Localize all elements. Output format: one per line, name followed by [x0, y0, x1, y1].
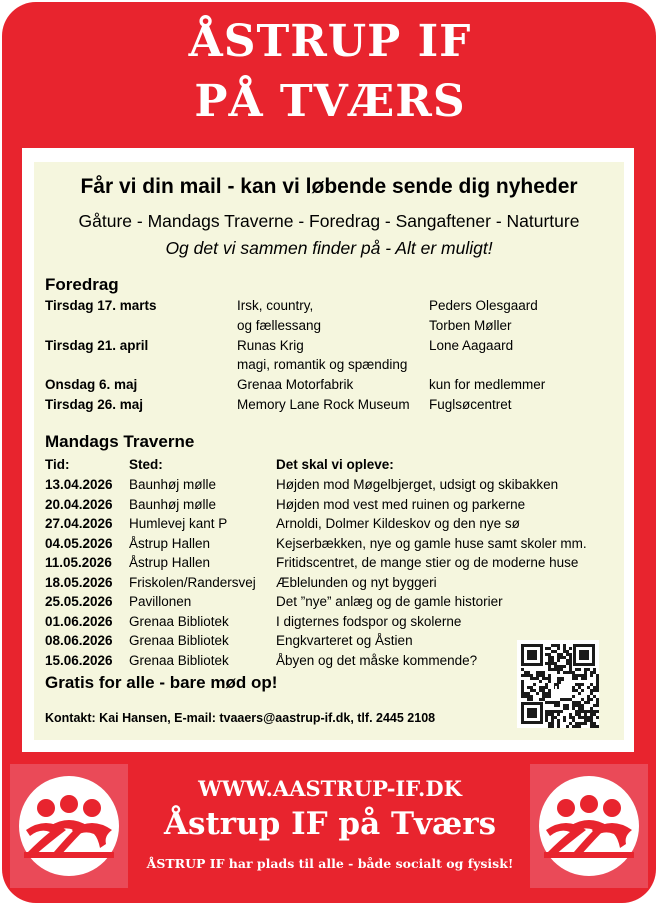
traverne-place: Humlevej kant P: [129, 516, 228, 531]
slogan: ÅSTRUP IF har plads til alle - både socialt og fysisk!: [146, 856, 514, 871]
foredrag-date: Tirsdag 21. april: [45, 338, 149, 353]
traverne-header-what: Det skal vi opleve:: [276, 457, 394, 472]
traverne-header-place: Sted:: [129, 457, 163, 472]
traverne-date: 01.06.2026: [45, 614, 113, 629]
foredrag-topic: magi, romantik og spænding: [237, 357, 408, 372]
traverne-date: 15.06.2026: [45, 653, 113, 668]
traverne-date: 04.05.2026: [45, 536, 113, 551]
traverne-what: I digternes fodspor og skolerne: [276, 614, 462, 629]
tagline: Og det vi sammen finder på - Alt er muligt!: [165, 238, 493, 258]
traverne-place: Åstrup Hallen: [129, 555, 211, 570]
dinosaur-icon: [552, 674, 568, 694]
activities-line: Gåture - Mandags Traverne - Foredrag - Sangaftener - Naturture: [78, 211, 580, 231]
foredrag-speaker: Torben Møller: [429, 318, 512, 333]
foredrag-speaker: Fuglsøcentret: [429, 397, 512, 412]
traverne-what: Det ”nye” anlæg og de gamle historier: [276, 594, 503, 609]
foredrag-topic: Memory Lane Rock Museum: [237, 397, 410, 412]
traverne-header-date: Tid:: [45, 457, 70, 472]
traverne-place: Åstrup Hallen: [129, 536, 211, 551]
foredrag-date: Tirsdag 17. marts: [45, 298, 157, 313]
traverne-what: Arnoldi, Dolmer Kildeskov og den nye sø: [276, 516, 520, 531]
traverne-what: Fritidscentret, de mange stier og de moderne huse: [276, 555, 579, 570]
contact-line: Kontakt: Kai Hansen, E-mail: tvaaers@aastrup-if.dk, tlf. 2445 2108: [45, 711, 436, 725]
traverne-date: 25.05.2026: [45, 594, 113, 609]
club-name: Åstrup IF på Tværs: [163, 806, 497, 842]
traverne-date: 27.04.2026: [45, 516, 113, 531]
traverne-place: Baunhøj mølle: [129, 477, 217, 492]
foredrag-topic: Irsk, country,: [237, 298, 314, 313]
foredrag-speaker: Peders Olesgaard: [429, 298, 538, 313]
traverne-date: 18.05.2026: [45, 575, 113, 590]
traverne-what: Engkvarteret og Åstien: [276, 633, 413, 648]
foredrag-heading: Foredrag: [45, 275, 119, 294]
free-notice: Gratis for alle - bare mød op!: [45, 673, 278, 692]
foredrag-topic: og fællessang: [237, 318, 322, 333]
traverne-place: Grenaa Bibliotek: [129, 614, 229, 629]
traverne-heading: Mandags Traverne: [45, 432, 195, 451]
traverne-what: Æblelunden og nyt byggeri: [276, 575, 437, 590]
traverne-date: 20.04.2026: [45, 497, 113, 512]
traverne-date: 08.06.2026: [45, 633, 113, 648]
website-link[interactable]: WWW.AASTRUP-IF.DK: [198, 776, 462, 801]
foredrag-speaker: kun for medlemmer: [429, 377, 546, 392]
traverne-place: Baunhøj mølle: [129, 497, 217, 512]
poster-title-line2: PÅ TVÆRS: [194, 76, 466, 127]
traverne-place: Friskolen/Randersvej: [129, 575, 256, 590]
headline: Får vi din mail - kan vi løbende sende dig nyheder: [80, 175, 578, 198]
traverne-what: Kejserbækken, nye og gamle huse samt skoler mm.: [276, 536, 587, 551]
foredrag-topic: Grenaa Motorfabrik: [237, 377, 354, 392]
traverne-place: Pavillonen: [129, 594, 192, 609]
traverne-date: 11.05.2026: [45, 555, 112, 570]
traverne-what: Højden mod vest med ruinen og parkerne: [276, 497, 526, 512]
qr-code-icon: [517, 640, 599, 728]
poster-title-line1: ÅSTRUP IF: [188, 16, 472, 67]
traverne-place: Grenaa Bibliotek: [129, 633, 229, 648]
foredrag-topic: Runas Krig: [237, 338, 304, 353]
qr-code[interactable]: [517, 640, 599, 728]
traverne-date: 13.04.2026: [45, 477, 113, 492]
traverne-what: Højden mod Møgelbjerget, udsigt og skibakken: [276, 477, 559, 492]
foredrag-date: Tirsdag 26. maj: [45, 397, 144, 412]
foredrag-speaker: Lone Aagaard: [429, 338, 514, 353]
traverne-what: Åbyen og det måske kommende?: [276, 653, 478, 668]
foredrag-date: Onsdag 6. maj: [45, 377, 138, 392]
traverne-place: Grenaa Bibliotek: [129, 653, 229, 668]
